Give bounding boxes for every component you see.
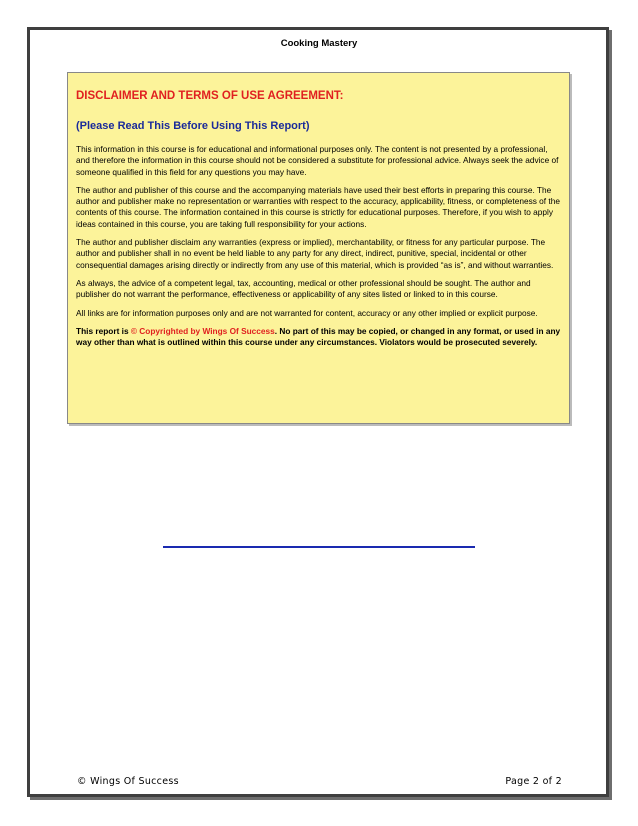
- disclaimer-box: [67, 72, 570, 424]
- disclaimer-paragraph: The author and publisher disclaim any warranties (express or implied), merchantability, or fitness for any particular purpose. The author and publisher shall in no event be held liable to any party for any direct, indirect, punitive, special, incidental or other consequential damages arising directly or indirectly from any use of this material, which is provided “as is”, and without warranties.: [76, 237, 554, 270]
- footer-page-number: Page 2 of 2: [505, 776, 562, 787]
- disclaimer-paragraph: As always, the advice of a competent legal, tax, accounting, medical or other professional should be sought. The author and publisher do not warrant the performance, effectiveness or applicability of any sites listed or linked to in this course.: [76, 277, 531, 300]
- disclaimer-paragraph: All links are for information purposes only and are not warranted for content, accuracy or any other implied or explicit purpose.: [76, 307, 538, 318]
- copyright-suffix: . No part of this may be copied, or changed in any format, or used in any way other than what is outlined within this course under any circumstances. Violators would be prosecuted severely.: [76, 325, 561, 348]
- footer-copyright: © Wings Of Success: [77, 776, 179, 787]
- horizontal-divider: [163, 546, 475, 548]
- copyright-notice: [76, 326, 561, 349]
- disclaimer-paragraph: The author and publisher of this course and the accompanying materials have used their best efforts in preparing this course. The author and publisher make no representation or warranties with respect to the accuracy, applicability, fitness, or completeness of the contents of this course. The information contained in this course is strictly for educational purposes. Therefore, if you wish to apply ideas contained in this course, you are taking full responsibility for your actions.: [76, 184, 560, 229]
- disclaimer-heading: DISCLAIMER AND TERMS OF USE AGREEMENT:: [76, 90, 344, 102]
- disclaimer-subheading: (Please Read This Before Using This Report): [76, 120, 310, 132]
- disclaimer-paragraph: This information in this course is for educational and informational purposes only. The content is not presented by a professional, and therefore the information in this course should not be considered a substitute for professional advice. Always seek the advice of someone qualified in this field for any questions you may have.: [76, 144, 559, 177]
- copyright-highlight: © Copyrighted by Wings Of Success: [130, 325, 275, 336]
- page-header-title: Cooking Mastery: [280, 38, 358, 49]
- copyright-prefix: This report is: [76, 325, 131, 336]
